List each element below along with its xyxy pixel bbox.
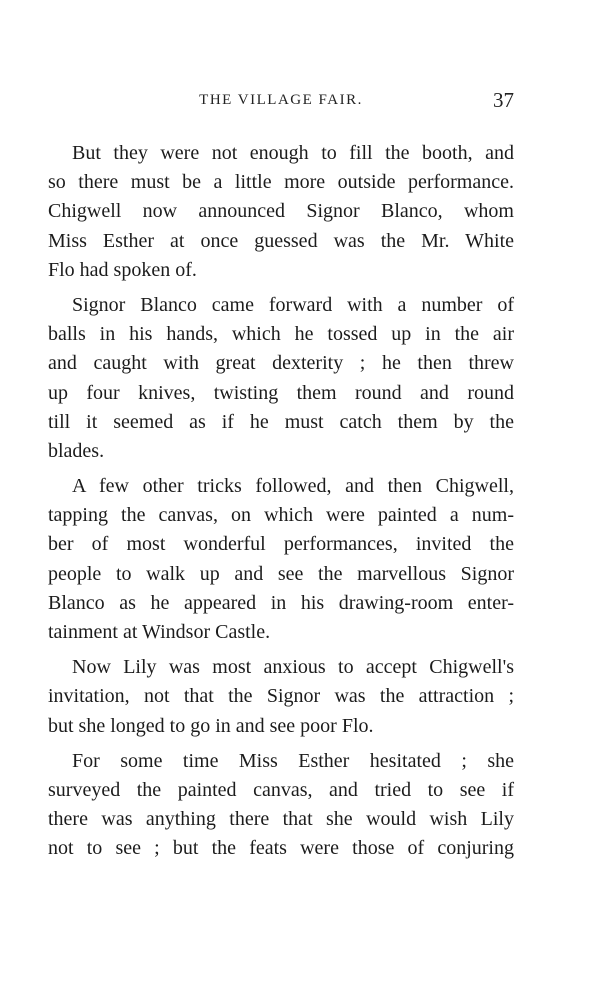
paragraph [48,472,514,647]
paragraph [48,653,514,741]
text-line: Now Lily was most anxious to accept Chigwell's [72,656,514,679]
text-line: Miss Esther at once guessed was the Mr. White [48,229,514,252]
text-line: A few other tricks followed, and then Chigwell, [72,475,514,498]
text-line: but she longed to go in and see poor Flo. [48,714,374,737]
text-line: tainment at Windsor Castle. [48,621,271,643]
page-number: 37 [493,88,514,112]
text-line: Signor Blanco came forward with a number of [72,293,514,316]
text-line: not to see ; but the feats were those of conjuring [48,837,514,860]
text-line: till it seemed as if he must catch them by the [48,410,514,433]
text-line: tapping the canvas, on which were painted a num- [48,504,514,527]
text-line: people to walk up and see the marvellous Signor [48,562,514,585]
text-line: ber of most wonderful performances, invited the [48,533,514,556]
text-line: balls in his hands, which he tossed up in the air [48,323,514,346]
running-header [48,88,514,116]
text-line: invitation, not that the Signor was the attraction ; [48,685,514,708]
text-line: and caught with great dexterity ; he then threw [48,352,514,375]
text-line: Flo had spoken of. [48,258,197,281]
text-line: there was anything there that she would wish Lily [48,808,514,831]
text-line: But they were not enough to fill the booth, and [72,142,514,164]
text-line: surveyed the painted canvas, and tried to see if [48,778,514,801]
paragraph [48,139,514,285]
text-line: Chigwell now announced Signor Blanco, whom [48,200,514,223]
paragraph [48,291,514,466]
body-text [48,139,514,864]
chapter-title: THE VILLAGE FAIR. [199,92,363,108]
text-line: blades. [48,439,105,462]
text-line: so there must be a little more outside performance. [48,171,514,194]
text-line: For some time Miss Esther hesitated ; she [72,749,514,772]
text-line: Blanco as he appeared in his drawing-room enter- [48,591,514,614]
paragraph [48,747,514,864]
text-line: up four knives, twisting them round and round [48,381,514,404]
